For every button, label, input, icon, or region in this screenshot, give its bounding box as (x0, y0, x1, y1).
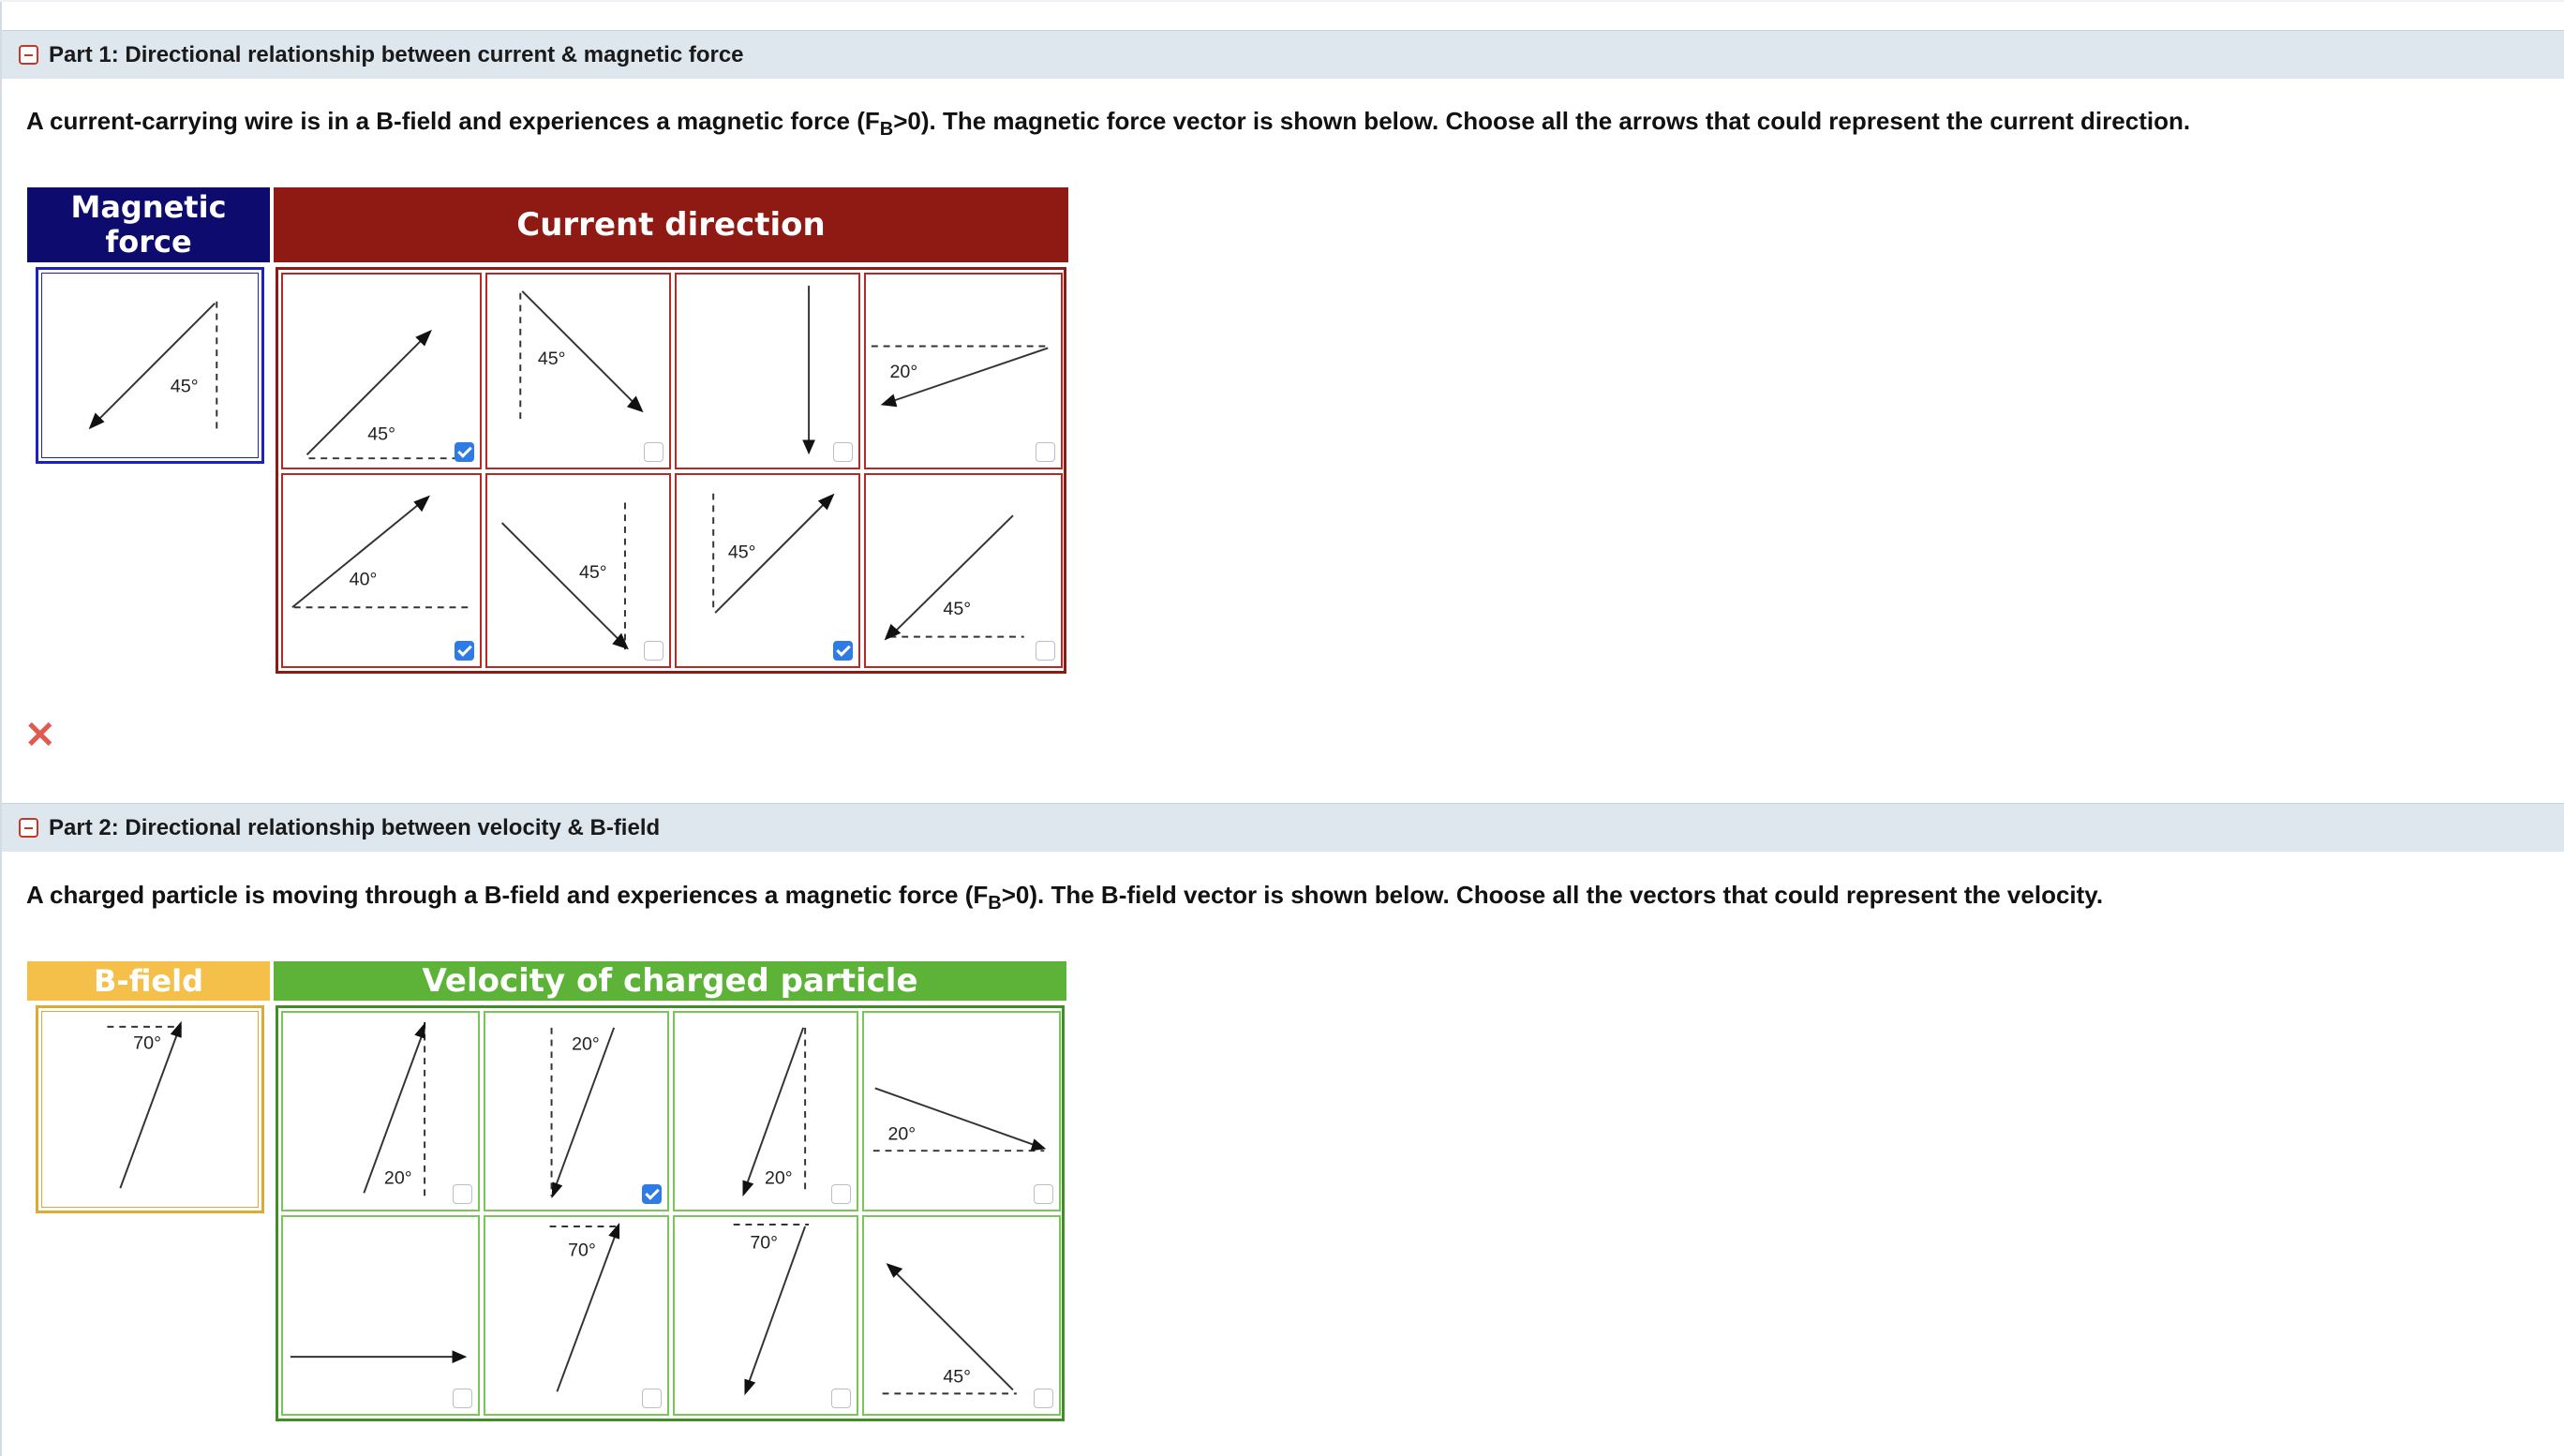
velocity-option-2-angle: 20° (572, 1033, 600, 1055)
velocity-option-6-checkbox[interactable] (642, 1389, 662, 1408)
current-option-5-checkbox[interactable] (455, 641, 474, 661)
velocity-option-3[interactable] (673, 1011, 858, 1211)
current-direction-band (274, 187, 1068, 262)
current-direction-grid (276, 267, 1066, 674)
velocity-option-2-checkbox[interactable] (642, 1184, 662, 1204)
velocity-option-1-checkbox[interactable] (453, 1184, 472, 1204)
part1-question-subscript: B (879, 119, 894, 141)
velocity-option-8[interactable] (862, 1215, 1061, 1416)
part2-question-subscript: B (988, 893, 1002, 914)
part2-question (26, 881, 2103, 914)
current-option-2-checkbox[interactable] (644, 442, 663, 462)
given-angle-label: 45° (170, 376, 199, 397)
current-option-8-angle: 45° (943, 599, 972, 620)
part2-title: Part 2: Directional relationship between velocity & B-field (49, 814, 661, 840)
part2-header[interactable] (2, 803, 2564, 852)
collapse-icon[interactable] (19, 818, 38, 838)
b-field-diagram (42, 1012, 258, 1207)
magnetic-force-band (27, 187, 270, 262)
b-field-frame (36, 1005, 264, 1213)
velocity-grid (276, 1005, 1065, 1421)
velocity-option-4-angle: 20° (887, 1123, 917, 1145)
magnetic-force-band-line2: force (105, 224, 192, 260)
velocity-option-7-angle: 70° (750, 1232, 778, 1254)
velocity-option-1[interactable] (281, 1011, 480, 1211)
current-option-7-checkbox[interactable] (833, 641, 853, 661)
velocity-option-5-checkbox[interactable] (453, 1389, 472, 1408)
current-option-2[interactable] (485, 273, 671, 469)
current-option-4-angle: 20° (889, 361, 918, 382)
b-field-band (27, 961, 270, 1001)
magnetic-force-diagram (42, 274, 258, 457)
velocity-option-1-angle: 20° (383, 1167, 412, 1189)
part2-question-end: >0). The B-field vector is shown below. Choose all the vectors that could represent the velocity. (1001, 881, 2104, 909)
velocity-option-6[interactable] (484, 1215, 669, 1416)
current-option-1-angle: 45° (367, 423, 395, 445)
velocity-option-7[interactable] (673, 1215, 858, 1416)
page-top-line (0, 0, 2564, 2)
magnetic-force-frame (36, 267, 264, 464)
current-option-7[interactable] (675, 473, 860, 668)
current-option-4[interactable] (864, 273, 1063, 469)
velocity-option-3-angle: 20° (765, 1167, 793, 1189)
b-field-angle-label: 70° (133, 1033, 162, 1054)
velocity-option-6-angle: 70° (568, 1240, 596, 1261)
part1-question (26, 107, 2190, 141)
current-option-6[interactable] (485, 473, 671, 668)
velocity-option-8-angle: 45° (943, 1366, 972, 1388)
current-option-7-angle: 45° (727, 542, 756, 563)
incorrect-x-icon: ✕ (24, 715, 56, 756)
current-option-5[interactable] (281, 473, 482, 668)
current-option-1-checkbox[interactable] (455, 442, 474, 462)
velocity-option-4-checkbox[interactable] (1034, 1184, 1053, 1204)
part1-question-end: >0). The magnetic force vector is shown below. Choose all the arrows that could represent the current direction. (893, 107, 2191, 135)
current-option-4-checkbox[interactable] (1036, 442, 1055, 462)
current-option-8-checkbox[interactable] (1036, 641, 1055, 661)
current-direction-band-label: Current direction (516, 206, 826, 244)
part1-question-start: A current-carrying wire is in a B-field and experiences a magnetic force (F (26, 107, 880, 135)
current-option-3[interactable] (675, 273, 860, 469)
current-option-2-angle: 45° (537, 349, 566, 370)
collapse-icon[interactable] (19, 45, 38, 65)
velocity-option-8-checkbox[interactable] (1034, 1389, 1053, 1408)
part1-header[interactable] (2, 30, 2564, 79)
part1-title: Part 1: Directional relationship between current & magnetic force (49, 41, 744, 67)
b-field-band-label: B-field (94, 963, 203, 999)
velocity-band-label: Velocity of charged particle (422, 962, 918, 1000)
velocity-option-7-checkbox[interactable] (831, 1389, 851, 1408)
velocity-option-2[interactable] (484, 1011, 669, 1211)
current-option-1[interactable] (281, 273, 482, 469)
velocity-band (274, 961, 1066, 1001)
current-option-6-checkbox[interactable] (644, 641, 663, 661)
current-option-6-angle: 45° (578, 561, 607, 583)
part2-question-start: A charged particle is moving through a B-field and experiences a magnetic force (F (26, 881, 989, 909)
velocity-option-4[interactable] (862, 1011, 1061, 1211)
velocity-option-5[interactable] (281, 1215, 480, 1416)
b-field-cell (41, 1011, 259, 1208)
current-option-5-angle: 40° (349, 569, 378, 590)
current-option-8[interactable] (864, 473, 1063, 668)
magnetic-force-cell (41, 273, 259, 458)
page-left-border (0, 0, 2, 1456)
velocity-option-3-checkbox[interactable] (831, 1184, 851, 1204)
magnetic-force-band-line1: Magnetic (70, 189, 227, 225)
current-option-3-checkbox[interactable] (833, 442, 853, 462)
